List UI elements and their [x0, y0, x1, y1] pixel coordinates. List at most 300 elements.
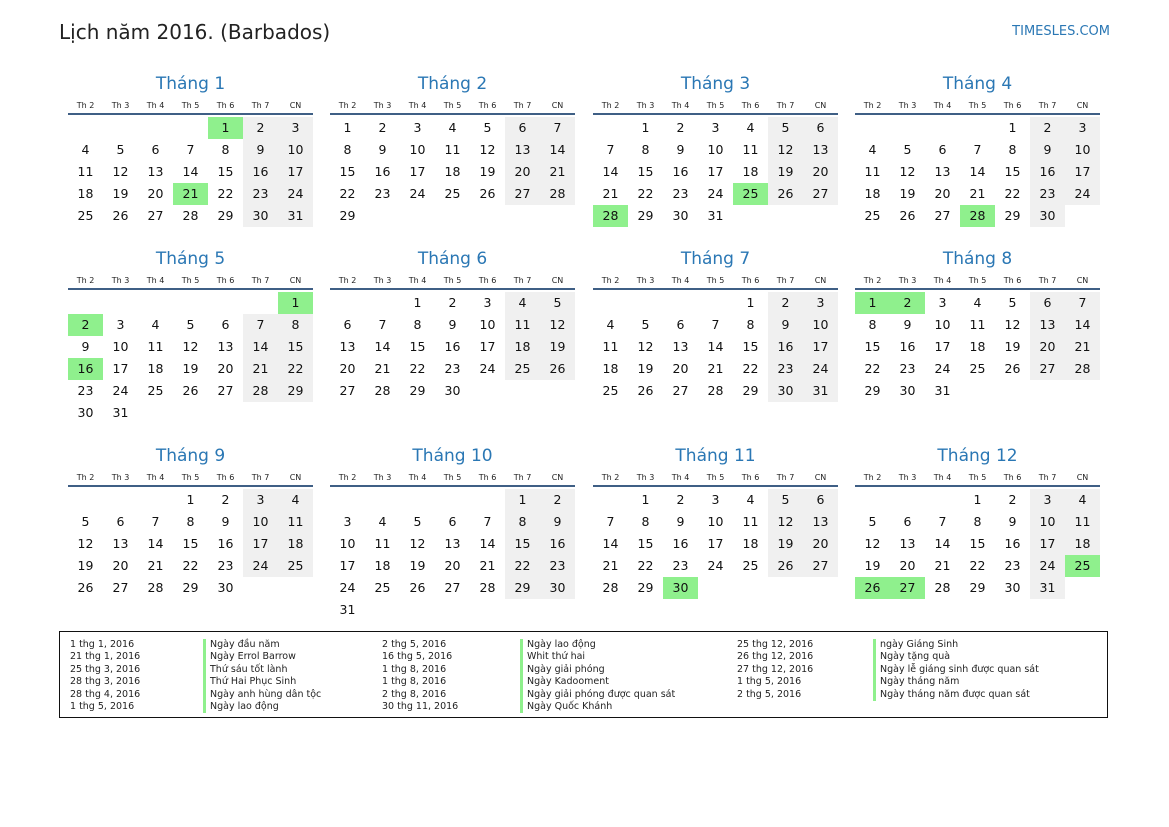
- day-cell: 30: [243, 205, 278, 227]
- day-cell: 12: [899, 164, 916, 179]
- weekday-label: Th 7: [776, 276, 795, 285]
- weekday-label: Th 5: [706, 473, 725, 482]
- week-row: [330, 314, 575, 336]
- day-cell: 21: [602, 186, 619, 201]
- week-row: [68, 183, 313, 205]
- day-cell: 14: [1065, 314, 1100, 336]
- week-row: [330, 117, 575, 139]
- day-cell: 8: [641, 142, 650, 157]
- weekday-label: Th 4: [933, 473, 952, 482]
- day-cell: 20: [339, 361, 356, 376]
- day-cell: 1: [413, 295, 422, 310]
- day-cell: 29: [969, 580, 986, 595]
- legend-date: 1 thg 5, 2016: [70, 700, 135, 712]
- legend-names-col-3: [873, 639, 1039, 701]
- day-cell: 30: [672, 208, 689, 223]
- day-grid: [855, 489, 1100, 599]
- day-cell: 5: [1008, 295, 1017, 310]
- empty-cell: [68, 117, 103, 139]
- day-cell: 2: [378, 120, 387, 135]
- day-cell: 1: [1008, 120, 1017, 135]
- day-cell: 19: [77, 558, 94, 573]
- empty-cell: [925, 489, 960, 511]
- day-cell: 9: [81, 339, 90, 354]
- day-cell: 30: [77, 405, 94, 420]
- day-cell: 19: [409, 558, 426, 573]
- day-cell: 27: [803, 555, 838, 577]
- empty-cell: [470, 599, 505, 621]
- weekday-label: Th 6: [1003, 101, 1022, 110]
- day-cell: 28: [960, 205, 995, 227]
- weekday-label: CN: [289, 473, 302, 482]
- weekday-label: Th 4: [671, 276, 690, 285]
- holiday-legend: [59, 631, 1108, 718]
- day-cell: 18: [147, 361, 164, 376]
- month-2: [330, 73, 575, 227]
- day-cell: 6: [221, 317, 230, 332]
- day-cell: 29: [637, 580, 654, 595]
- day-cell: 25: [742, 558, 759, 573]
- month-title: Tháng 9: [155, 446, 226, 466]
- empty-cell: [593, 117, 628, 139]
- day-cell: 14: [934, 536, 951, 551]
- day-cell: 25: [505, 358, 540, 380]
- day-cell: 22: [637, 558, 654, 573]
- month-title: Tháng 4: [942, 74, 1013, 94]
- day-cell: 8: [641, 514, 650, 529]
- legend-holiday-name: Ngày Quốc Khánh: [520, 701, 675, 713]
- day-cell: 13: [217, 339, 234, 354]
- day-cell: 23: [217, 558, 234, 573]
- day-cell: 1: [973, 492, 982, 507]
- week-row: [593, 577, 838, 599]
- day-cell: 31: [707, 208, 724, 223]
- legend-holiday-name: Ngày lao động: [203, 701, 321, 713]
- empty-cell: [435, 489, 470, 511]
- day-cell: 2: [243, 117, 278, 139]
- day-grid: [593, 117, 838, 227]
- day-cell: 3: [711, 492, 720, 507]
- day-cell: 18: [374, 558, 391, 573]
- weekday-label: Th 4: [146, 276, 165, 285]
- weekday-label: Th 4: [408, 101, 427, 110]
- weekday-label: CN: [1076, 276, 1089, 285]
- week-row: [855, 117, 1100, 139]
- day-cell: 26: [479, 186, 496, 201]
- weekday-label: Th 5: [968, 101, 987, 110]
- day-cell: 19: [637, 361, 654, 376]
- day-cell: 16: [899, 339, 916, 354]
- weekday-label: Th 3: [636, 276, 655, 285]
- day-cell: 12: [182, 339, 199, 354]
- weekday-label: Th 2: [76, 101, 95, 110]
- empty-cell: [1030, 380, 1065, 402]
- month-title: Tháng 2: [417, 74, 488, 94]
- day-cell: 29: [505, 577, 540, 599]
- weekday-label: CN: [1076, 473, 1089, 482]
- day-cell: 6: [938, 142, 947, 157]
- day-cell: 6: [676, 317, 685, 332]
- day-cell: 14: [243, 336, 278, 358]
- day-cell: 25: [969, 361, 986, 376]
- weekday-label: Th 3: [636, 473, 655, 482]
- empty-cell: [1065, 380, 1100, 402]
- day-cell: 28: [602, 580, 619, 595]
- day-cell: 6: [803, 489, 838, 511]
- day-cell: 10: [479, 317, 496, 332]
- day-cell: 22: [182, 558, 199, 573]
- week-row: [68, 511, 313, 533]
- weekday-label: Th 7: [513, 276, 532, 285]
- weekday-label: Th 7: [1038, 101, 1057, 110]
- day-cell: 27: [803, 183, 838, 205]
- weekday-label: Th 7: [251, 101, 270, 110]
- day-cell: 25: [733, 183, 768, 205]
- site-link[interactable]: TIMESLES.COM: [1012, 24, 1110, 39]
- day-cell: 8: [221, 142, 230, 157]
- day-cell: 7: [711, 317, 720, 332]
- week-row: [68, 314, 313, 336]
- day-cell: 5: [186, 317, 195, 332]
- day-cell: 15: [864, 339, 881, 354]
- day-cell: 12: [409, 536, 426, 551]
- day-cell: 7: [973, 142, 982, 157]
- day-grid: [330, 117, 575, 227]
- day-cell: 14: [969, 164, 986, 179]
- day-cell: 23: [1004, 558, 1021, 573]
- day-cell: 7: [483, 514, 492, 529]
- empty-cell: [698, 577, 733, 599]
- day-cell: 18: [602, 361, 619, 376]
- day-cell: 15: [637, 536, 654, 551]
- weekday-label: Th 5: [706, 276, 725, 285]
- weekday-header: [68, 471, 313, 487]
- day-cell: 6: [903, 514, 912, 529]
- day-cell: 29: [864, 383, 881, 398]
- empty-cell: [103, 489, 138, 511]
- day-cell: 30: [768, 380, 803, 402]
- empty-cell: [400, 489, 435, 511]
- day-cell: 31: [934, 383, 951, 398]
- day-cell: 26: [899, 208, 916, 223]
- day-cell: 9: [378, 142, 387, 157]
- day-cell: 29: [637, 208, 654, 223]
- weekday-label: Th 2: [338, 276, 357, 285]
- day-cell: 9: [676, 142, 685, 157]
- week-row: [68, 533, 313, 555]
- legend-date: 2 thg 8, 2016: [382, 688, 447, 700]
- day-cell: 25: [864, 208, 881, 223]
- day-cell: 11: [742, 142, 759, 157]
- empty-cell: [540, 205, 575, 227]
- day-cell: 15: [1004, 164, 1021, 179]
- weekday-label: Th 5: [968, 473, 987, 482]
- day-grid: [330, 292, 575, 402]
- weekday-label: Th 6: [1003, 473, 1022, 482]
- legend-dates-col-3: [737, 639, 813, 701]
- legend-date: 27 thg 12, 2016: [737, 663, 814, 675]
- weekday-header: [330, 274, 575, 290]
- day-cell: 4: [378, 514, 387, 529]
- empty-cell: [768, 577, 803, 599]
- empty-cell: [768, 205, 803, 227]
- day-cell: 24: [339, 580, 356, 595]
- month-11: [593, 445, 838, 599]
- day-cell: 8: [186, 514, 195, 529]
- day-cell: 10: [339, 536, 356, 551]
- month-title: Tháng 3: [680, 74, 751, 94]
- day-cell: 2: [221, 492, 230, 507]
- day-cell: 1: [278, 292, 313, 314]
- day-cell: 15: [742, 339, 759, 354]
- weekday-label: Th 6: [478, 101, 497, 110]
- week-row: [855, 555, 1100, 577]
- day-cell: 11: [444, 142, 461, 157]
- day-cell: 13: [899, 536, 916, 551]
- month-5: [68, 248, 313, 424]
- week-row: [330, 292, 575, 314]
- day-cell: 6: [116, 514, 125, 529]
- weekday-label: Th 2: [601, 276, 620, 285]
- day-cell: 29: [1004, 208, 1021, 223]
- day-cell: 15: [278, 336, 313, 358]
- day-cell: 14: [602, 164, 619, 179]
- day-cell: 20: [217, 361, 234, 376]
- weekday-label: Th 5: [706, 101, 725, 110]
- empty-cell: [890, 117, 925, 139]
- day-cell: 9: [448, 317, 457, 332]
- empty-cell: [540, 380, 575, 402]
- day-cell: 30: [899, 383, 916, 398]
- day-cell: 19: [182, 361, 199, 376]
- legend-date: 26 thg 12, 2016: [737, 651, 814, 663]
- day-cell: 22: [742, 361, 759, 376]
- day-cell: 29: [742, 383, 759, 398]
- day-cell: 10: [278, 139, 313, 161]
- day-cell: 17: [1030, 533, 1065, 555]
- month-title: Tháng 5: [155, 249, 226, 269]
- weekday-label: Th 4: [146, 473, 165, 482]
- day-cell: 4: [1065, 489, 1100, 511]
- day-cell: 21: [540, 161, 575, 183]
- weekday-label: Th 7: [513, 101, 532, 110]
- day-cell: 6: [343, 317, 352, 332]
- legend-holiday-name: Thứ sáu tốt lành: [203, 664, 321, 676]
- month-title: Tháng 10: [412, 446, 493, 466]
- weekday-label: Th 5: [181, 276, 200, 285]
- weekday-header: [593, 99, 838, 115]
- day-cell: 20: [934, 186, 951, 201]
- week-row: [593, 314, 838, 336]
- day-cell: 4: [448, 120, 457, 135]
- weekday-label: Th 5: [181, 101, 200, 110]
- day-cell: 15: [969, 536, 986, 551]
- day-cell: 27: [505, 183, 540, 205]
- empty-cell: [68, 292, 103, 314]
- day-cell: 22: [409, 361, 426, 376]
- day-cell: 15: [505, 533, 540, 555]
- day-cell: 9: [1030, 139, 1065, 161]
- day-cell: 31: [803, 380, 838, 402]
- legend-date: 28 thg 3, 2016: [70, 676, 141, 688]
- empty-cell: [855, 117, 890, 139]
- day-cell: 6: [803, 117, 838, 139]
- weekday-header: [68, 99, 313, 115]
- day-cell: 13: [112, 536, 129, 551]
- day-cell: 2: [68, 314, 103, 336]
- day-cell: 15: [409, 339, 426, 354]
- day-cell: 18: [278, 533, 313, 555]
- weekday-label: Th 7: [776, 473, 795, 482]
- day-cell: 22: [339, 186, 356, 201]
- day-cell: 23: [1030, 183, 1065, 205]
- day-cell: 13: [803, 511, 838, 533]
- empty-cell: [470, 380, 505, 402]
- day-cell: 7: [151, 514, 160, 529]
- day-cell: 21: [934, 558, 951, 573]
- empty-cell: [208, 402, 243, 424]
- day-cell: 16: [1030, 161, 1065, 183]
- legend-date: 1 thg 1, 2016: [70, 639, 135, 650]
- weekday-label: Th 2: [601, 473, 620, 482]
- day-cell: 25: [147, 383, 164, 398]
- day-cell: 23: [899, 361, 916, 376]
- day-cell: 20: [803, 161, 838, 183]
- week-row: [593, 292, 838, 314]
- week-row: [330, 336, 575, 358]
- month-title: Tháng 12: [937, 446, 1018, 466]
- day-cell: 14: [602, 536, 619, 551]
- day-cell: 26: [855, 577, 890, 599]
- weekday-label: Th 4: [671, 473, 690, 482]
- empty-cell: [960, 117, 995, 139]
- month-8: [855, 248, 1100, 402]
- week-row: [855, 358, 1100, 380]
- day-cell: 29: [182, 580, 199, 595]
- day-cell: 23: [444, 361, 461, 376]
- weekday-label: Th 4: [933, 276, 952, 285]
- day-cell: 9: [1008, 514, 1017, 529]
- empty-cell: [365, 205, 400, 227]
- weekday-label: Th 6: [478, 276, 497, 285]
- day-cell: 20: [505, 161, 540, 183]
- day-cell: 28: [374, 383, 391, 398]
- day-cell: 8: [746, 317, 755, 332]
- day-cell: 21: [374, 361, 391, 376]
- day-cell: 28: [1065, 358, 1100, 380]
- week-row: [855, 511, 1100, 533]
- weekday-label: CN: [551, 473, 564, 482]
- day-cell: 29: [278, 380, 313, 402]
- empty-cell: [435, 599, 470, 621]
- weekday-label: Th 7: [251, 473, 270, 482]
- day-cell: 4: [973, 295, 982, 310]
- day-cell: 24: [479, 361, 496, 376]
- weekday-label: CN: [289, 276, 302, 285]
- legend-date: 16 thg 5, 2016: [382, 651, 453, 663]
- legend-holiday-name: Ngày Kadooment: [520, 676, 675, 688]
- legend-date: 21 thg 1, 2016: [70, 651, 141, 663]
- day-cell: 23: [672, 558, 689, 573]
- weekday-label: CN: [814, 101, 827, 110]
- weekday-label: Th 6: [741, 473, 760, 482]
- day-cell: 19: [768, 161, 803, 183]
- day-cell: 3: [1065, 117, 1100, 139]
- day-cell: 1: [343, 120, 352, 135]
- day-cell: 5: [903, 142, 912, 157]
- day-cell: 22: [278, 358, 313, 380]
- weekday-label: Th 5: [181, 473, 200, 482]
- day-cell: 12: [479, 142, 496, 157]
- weekday-header: [330, 471, 575, 487]
- day-cell: 18: [444, 164, 461, 179]
- legend-holiday-name: Whit thứ hai: [520, 651, 675, 663]
- weekday-label: Th 7: [776, 101, 795, 110]
- empty-cell: [278, 402, 313, 424]
- legend-holiday-name: Ngày tháng năm: [873, 676, 1039, 688]
- day-cell: 20: [444, 558, 461, 573]
- day-cell: 11: [1065, 511, 1100, 533]
- day-cell: 8: [973, 514, 982, 529]
- day-cell: 11: [374, 536, 391, 551]
- day-cell: 20: [803, 533, 838, 555]
- day-cell: 11: [278, 511, 313, 533]
- day-cell: 29: [339, 208, 356, 223]
- legend-holiday-name: Ngày giải phóng được quan sát: [520, 689, 675, 701]
- day-cell: 5: [768, 117, 803, 139]
- legend-holiday-name: Ngày lao động: [520, 639, 675, 651]
- day-cell: 5: [868, 514, 877, 529]
- day-cell: 20: [112, 558, 129, 573]
- day-cell: 12: [540, 314, 575, 336]
- day-cell: 16: [672, 536, 689, 551]
- day-cell: 11: [969, 317, 986, 332]
- day-cell: 24: [409, 186, 426, 201]
- weekday-label: CN: [289, 101, 302, 110]
- day-cell: 7: [540, 117, 575, 139]
- month-title: Tháng 11: [675, 446, 756, 466]
- empty-cell: [400, 205, 435, 227]
- day-cell: 27: [934, 208, 951, 223]
- empty-cell: [663, 292, 698, 314]
- weekday-header: [855, 471, 1100, 487]
- week-row: [855, 292, 1100, 314]
- day-cell: 23: [768, 358, 803, 380]
- day-cell: 18: [864, 186, 881, 201]
- day-cell: 5: [116, 142, 125, 157]
- weekday-label: CN: [1076, 101, 1089, 110]
- week-row: [593, 139, 838, 161]
- day-cell: 19: [479, 164, 496, 179]
- week-row: [68, 139, 313, 161]
- weekday-label: Th 2: [338, 101, 357, 110]
- week-row: [855, 533, 1100, 555]
- day-cell: 24: [243, 555, 278, 577]
- week-row: [330, 161, 575, 183]
- day-cell: 30: [1004, 580, 1021, 595]
- legend-holiday-name: ngày Giáng Sinh: [873, 639, 1039, 651]
- week-row: [330, 599, 575, 621]
- week-row: [593, 183, 838, 205]
- day-cell: 25: [602, 383, 619, 398]
- weekday-label: Th 5: [443, 101, 462, 110]
- day-cell: 10: [243, 511, 278, 533]
- weekday-label: Th 6: [216, 473, 235, 482]
- day-cell: 7: [606, 514, 615, 529]
- day-cell: 12: [77, 536, 94, 551]
- day-cell: 16: [768, 336, 803, 358]
- day-cell: 4: [505, 292, 540, 314]
